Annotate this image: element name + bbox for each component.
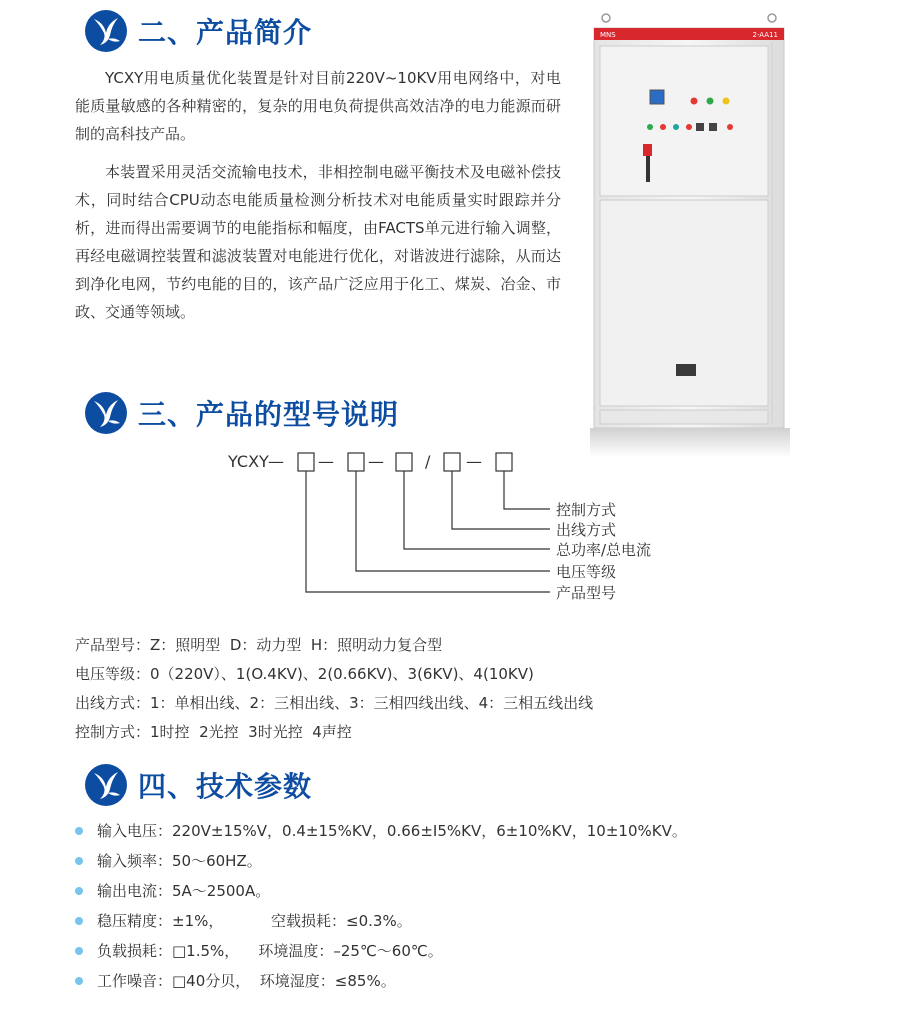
param-row — [75, 850, 262, 871]
leader-line-1 — [504, 471, 550, 509]
label-product-type: 产品型号 — [556, 584, 617, 602]
intro-paragraph-1: YCXY用电质量优化装置是针对目前220V~10KV用电网络中，对电能质量敏感的各种精密的，复杂的用电负荷提供高效洁净的电力能源而研制的高科技产品。 — [75, 69, 561, 143]
bullet-icon — [75, 887, 83, 895]
bullet-icon — [75, 947, 83, 955]
bullet-icon — [75, 827, 83, 835]
cabinet-label-right: 2-AA11 — [752, 31, 778, 39]
code-box-1 — [298, 453, 314, 471]
leader-line-2 — [452, 471, 550, 529]
label-voltage-class: 电压等级 — [556, 563, 617, 581]
section-heading-product-intro — [84, 8, 312, 54]
code-box-5 — [496, 453, 512, 471]
bullet-icon — [75, 857, 83, 865]
section-title: 二、产品简介 — [138, 16, 313, 49]
code-box-2 — [348, 453, 364, 471]
code-box-4 — [444, 453, 460, 471]
label-control-mode: 控制方式 — [556, 501, 617, 519]
intro-paragraph-2: 本装置采用灵活交流输电技术，非相控制电磁平衡技术及电磁补偿技术，同时结合CPU动态电能质量检测分析技术对电能质量实时跟踪并分析，进而得出需要调节的电能指标和幅度，由FACTS单元进行输入调整，再经电磁调控装置和滤波装置对电能进行优化，对谐波进行滤除，从而达到净化电网，节约电能的目的，该产品广泛应用于化工、煤炭、冶金、市政、交通等领域。 — [75, 163, 561, 321]
dash-1: — — [268, 452, 284, 471]
cabinet-label-left: MNS — [600, 31, 616, 39]
param-input-voltage: 输入电压：220V±15%V，0.4±15%KV，0.66±I5%KV，6±10%KV，10±10%KV。 — [97, 822, 687, 840]
spec-product-type: 产品型号：Z：照明型 D：动力型 H：照明动力复合型 — [75, 636, 443, 654]
param-row — [75, 970, 396, 991]
param-row — [75, 880, 270, 901]
param-input-frequency: 输入频率：50～60HZ。 — [97, 852, 262, 870]
cabinet-product-image — [590, 12, 790, 457]
model-code-diagram — [220, 445, 690, 605]
slash: / — [425, 452, 431, 471]
spec-voltage-class: 电压等级：0（220V）、1(O.4KV)、2(0.66KV)、3(6KV)、4(10KV) — [75, 665, 534, 683]
label-total-power: 总功率/总电流 — [556, 541, 652, 559]
label-outlet-mode: 出线方式 — [556, 521, 617, 539]
model-prefix: YCXY — [228, 452, 269, 471]
bullet-icon — [75, 977, 83, 985]
param-load-loss: 负载损耗：□1.5%， 环境温度：–25℃～60℃。 — [97, 942, 443, 960]
param-noise: 工作噪音：□40分贝， 环境湿度：≤85%。 — [97, 972, 396, 990]
section-title: 四、技术参数 — [138, 770, 313, 803]
company-logo-icon — [84, 763, 128, 807]
param-output-current: 输出电流：5A～2500A。 — [97, 882, 271, 900]
leader-line-5 — [306, 471, 550, 592]
dash-4: — — [466, 452, 482, 471]
section-title: 三、产品的型号说明 — [138, 398, 400, 431]
param-row — [75, 910, 412, 931]
spec-control-mode: 控制方式：1时控 2光控 3时光控 4声控 — [75, 723, 352, 741]
dash-2: — — [318, 452, 334, 471]
param-regulation-precision: 稳压精度：±1%， 空载损耗：≤0.3%。 — [97, 912, 412, 930]
dash-3: — — [368, 452, 384, 471]
section-heading-model-description — [84, 390, 399, 436]
company-logo-icon — [84, 391, 128, 435]
bullet-icon — [75, 917, 83, 925]
leader-line-3 — [404, 471, 550, 549]
company-logo-icon — [84, 9, 128, 53]
spec-outlet-mode: 出线方式：1：单相出线、2：三相出线、3：三相四线出线、4：三相五线出线 — [75, 694, 594, 712]
leader-line-4 — [356, 471, 550, 571]
code-box-3 — [396, 453, 412, 471]
param-row — [75, 940, 443, 961]
section-heading-tech-params — [84, 762, 312, 808]
param-row — [75, 820, 687, 841]
